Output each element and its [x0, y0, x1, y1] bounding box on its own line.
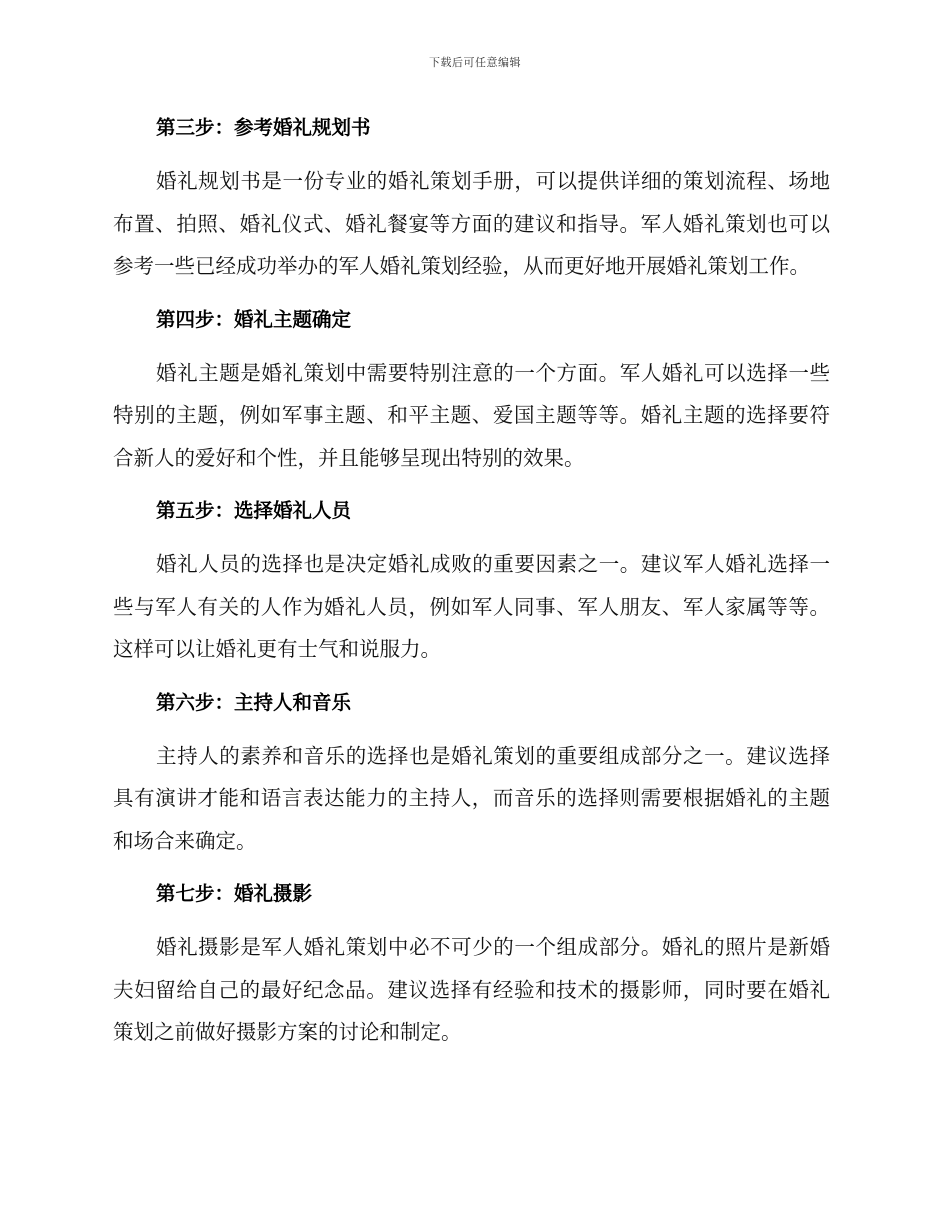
section-step-6: [113, 683, 830, 863]
section-paragraph: 婚礼主题是婚礼策划中需要特别注意的一个方面。军人婚礼可以选择一些特别的主题，例如军事主题、和平主题、爱国主题等等。婚礼主题的选择要符合新人的爱好和个性，并且能够呈现出特别的效果。: [113, 360, 830, 470]
section-heading: 第四步：婚礼主题确定: [156, 307, 352, 331]
section-heading: 第五步：选择婚礼人员: [156, 499, 352, 522]
header-note: 下载后可任意编辑: [429, 56, 521, 69]
section-heading: 第六步：主持人和音乐: [156, 690, 352, 714]
document-body: [113, 108, 830, 1066]
section-step-7: [113, 874, 830, 1054]
section-paragraph: 婚礼人员的选择也是决定婚礼成败的重要因素之一。建议军人婚礼选择一些与军人有关的人作为婚礼人员，例如军人同事、军人朋友、军人家属等等。这样可以让婚礼更有士气和说服力。: [113, 552, 830, 661]
section-paragraph: 婚礼摄影是军人婚礼策划中必不可少的一个组成部分。婚礼的照片是新婚夫妇留给自己的最好纪念品。建议选择有经验和技术的摄影师，同时要在婚礼策划之前做好摄影方案的讨论和制定。: [113, 935, 830, 1044]
section-heading: 第三步：参考婚礼规划书: [156, 116, 371, 139]
section-step-3: [113, 108, 830, 288]
section-step-5: [113, 491, 830, 671]
section-step-4: [113, 300, 830, 480]
section-heading: 第七步：婚礼摄影: [156, 882, 313, 905]
section-paragraph: 婚礼规划书是一份专业的婚礼策划手册，可以提供详细的策划流程、场地布置、拍照、婚礼仪式、婚礼餐宴等方面的建议和指导。军人婚礼策划也可以参考一些已经成功举办的军人婚礼策划经验，从而更好地开展婚礼策划工作。: [113, 169, 830, 278]
section-paragraph: 主持人的素养和音乐的选择也是婚礼策划的重要组成部分之一。建议选择具有演讲才能和语言表达能力的主持人，而音乐的选择则需要根据婚礼的主题和场合来确定。: [113, 743, 830, 853]
